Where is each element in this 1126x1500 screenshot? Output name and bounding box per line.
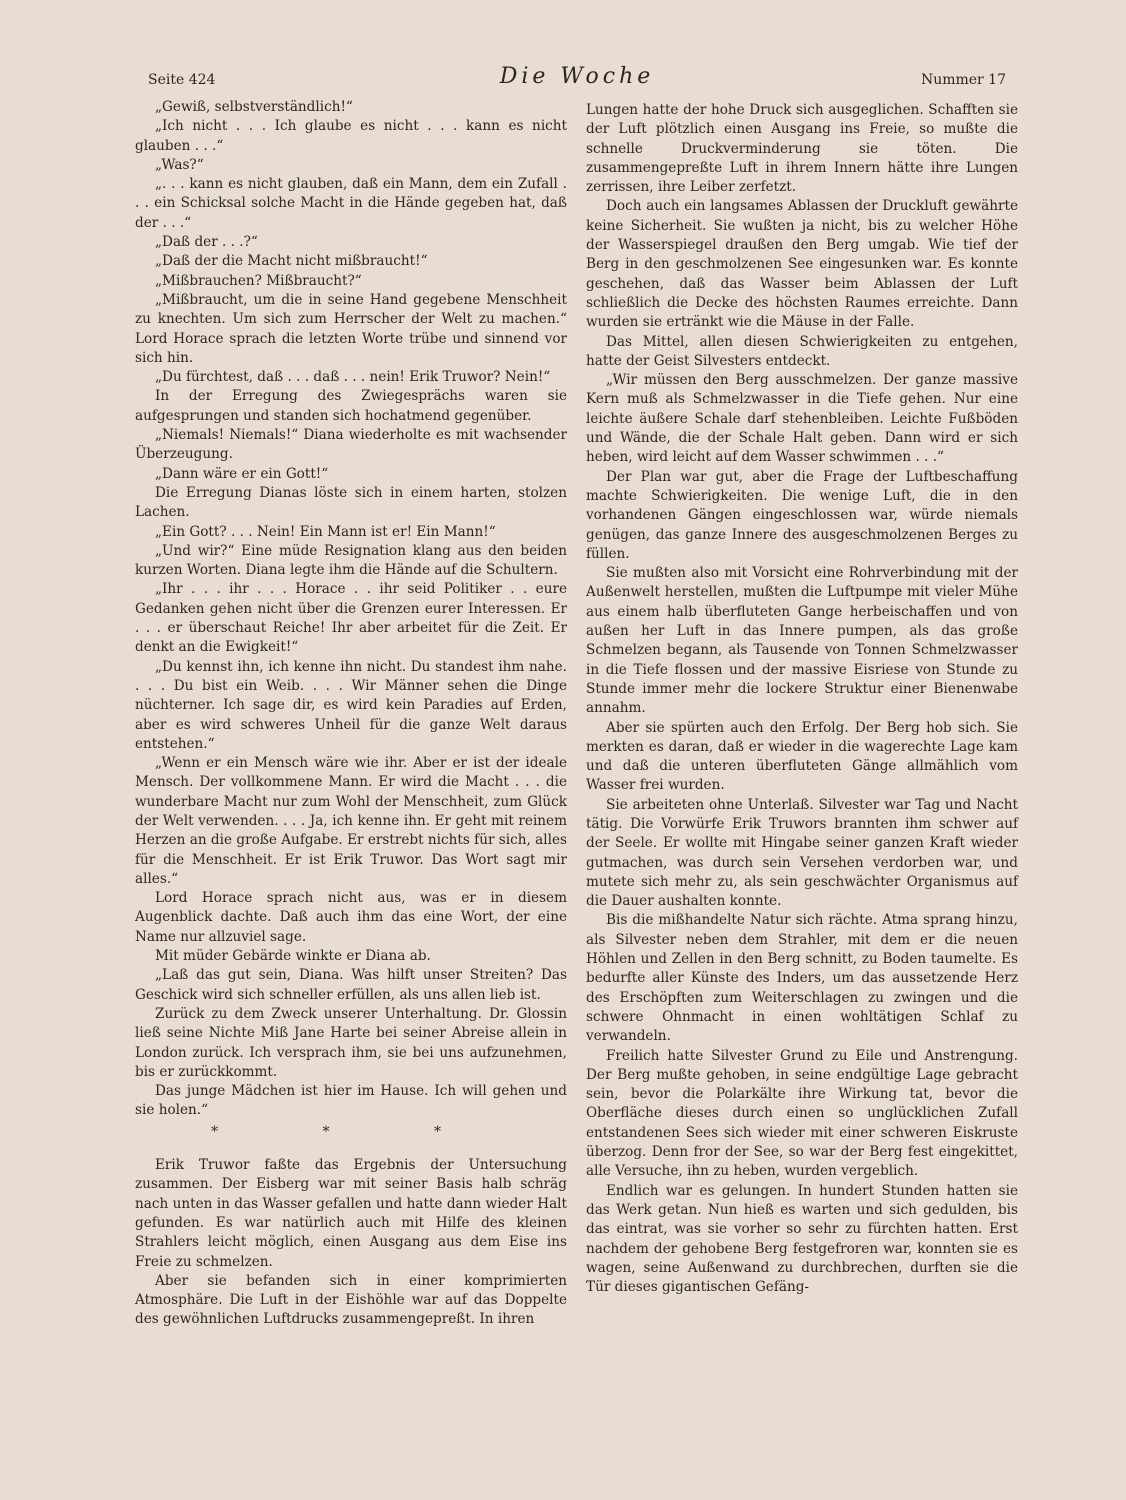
paragraph: „Daß der . . .?“: [155, 234, 258, 251]
right-column-paragraphs: [586, 101, 1018, 1297]
paragraph: „Mißbraucht, um die in seine Hand gegebene Menschheit zu knechten. Um sich zum Herrscher der Welt zu machen.“ Lord Horace sprach die letzten Worte trübe und sinnend vor sich hin.: [135, 291, 567, 366]
paragraph: Lord Horace sprach nicht aus, was er in diesem Augenblick dachte. Daß auch ihm das eine Wort, der eine Name nur allzuviel sage.: [135, 890, 567, 945]
paragraph: Sie mußten also mit Vorsicht eine Rohrverbindung mit der Außenwelt herstellen, mußten die Luftpumpe mit vieler Mühe aus einem halb überfluteten Gange herbeischaffen und von außen her Luft in das Innere pumpen, als das große Schmelzen begann, als Tausende von Tonnen Schmelzwasser in die Tiefe flossen und der massive Eisriese von Stunde zu Stunde immer mehr die lockere Struktur einer Bienenwabe annahm.: [586, 565, 1018, 717]
paragraph: „Du kennst ihn, ich kenne ihn nicht. Du standest ihm nahe. . . . Du bist ein Weib. . . . Wir Männer sehen die Dinge nüchterner. Ich sage dir, es wird kein Paradies auf Erden, aber es wird schweres Unheil für die ganze Welt daraus entstehen.“: [135, 658, 567, 752]
paragraph: „Gewiß, selbstverständlich!“: [155, 99, 353, 115]
page-number: Seite 424: [148, 72, 216, 88]
paragraph: „Ich nicht . . . Ich glaube es nicht . . . kann es nicht glauben . . .“: [135, 118, 567, 154]
right-column: [586, 101, 1018, 1297]
paragraph: Doch auch ein langsames Ablassen der Druckluft gewährte keine Sicherheit. Sie wußten ja nicht, bis zu welcher Höhe der Wasserspiegel draußen den Berg umgab. Wie tief der Berg in den geschmolzenen See eingesunken war. Es konnte geschehen, daß das Wasser beim Ablassen der Luft schließlich die Decke des höchsten Raumes erreichte. Dann wurden sie ertränkt wie die Mäuse in der Falle.: [586, 198, 1018, 331]
left-column: [135, 98, 567, 1330]
paragraph: „Ihr . . . ihr . . . Horace . . ihr seid Politiker . . eure Gedanken gehen nicht über die Grenzen eurer Interessen. Er . . . er überschaut Reiche! Ihr aber arbeitet für die Zeit. Er denkt an die Ewigkeit!“: [135, 581, 567, 656]
paragraph: Bis die mißhandelte Natur sich rächte. Atma sprang hinzu, als Silvester neben dem Strahler, mit dem er die neuen Höhlen und Zellen in den Berg schnitt, zu Boden taumelte. Es bedurfte aller Künste des Inders, um das aussetzende Herz des Erschöpften zum Weiterschlagen zu zwingen und die schwere Ohnmacht in einen wohltätigen Schlaf zu verwandeln.: [586, 912, 1018, 1045]
paragraph: „Wir müssen den Berg ausschmelzen. Der ganze massive Kern muß als Schmelzwasser in die Tiefe gehen. Nur eine leichte äußere Schale darf stehenbleiben. Leichte Fußböden und Wände, die der Schale Halt geben. Dann wird er sich heben, wird leicht auf dem Wasser schwimmen . . .“: [586, 372, 1018, 466]
paragraph: Lungen hatte der hohe Druck sich ausgeglichen. Schafften sie der Luft plötzlich einen Ausgang ins Freie, so mußte die schnelle Druckverminderung sie töten. Die zusammengepreßte Luft in ihrem Innern hätte ihre Lungen zerrissen, ihre Leiber zerfetzt.: [586, 102, 1018, 196]
paragraph: Freilich hatte Silvester Grund zu Eile und Anstrengung. Der Berg mußte gehoben, in seine endgültige Lage gebracht sein, bevor die Polarkälte ihre Wirkung tat, bevor die Oberfläche dieses durch einen so unglücklichen Zufall entstandenen Sees sich wieder mit einer schweren Eiskruste überzog. Denn fror der See, so war der Berg fest eingekittet, alle Versuche, ihn zu heben, wurden vergeblich.: [586, 1047, 1018, 1180]
paragraph: „Und wir?“ Eine müde Resignation klang aus den beiden kurzen Worten. Diana legte ihm die Hände auf die Schultern.: [135, 542, 567, 579]
paragraph: Aber sie befanden sich in einer komprimierten Atmosphäre. Die Luft in der Eishöhle war auf das Doppelte des gewöhnlichen Luftdrucks zusammengepreßt. In ihren: [135, 1272, 567, 1328]
paragraph: „Was?“: [155, 156, 204, 173]
page-header: [148, 66, 1006, 96]
left-column-paragraphs-after: [135, 1156, 567, 1330]
paragraph: Die Erregung Dianas löste sich in einem harten, stolzen Lachen.: [135, 484, 567, 521]
paragraph: „Dann wäre er ein Gott!“: [155, 465, 329, 482]
paragraph: Sie arbeiteten ohne Unterlaß. Silvester war Tag und Nacht tätig. Die Vorwürfe Erik Truwors brannten ihm schwer auf der Seele. Er wollte mit Hingabe seiner ganzen Kraft wieder gutmachen, was durch sein Versehen verdorben war, und mutete sich mehr zu, als sein geschwächter Organismus auf die Dauer aushalten konnte.: [586, 796, 1018, 910]
paragraph: „Ein Gott? . . . Nein! Ein Mann ist er! Ein Mann!“: [155, 523, 496, 540]
paragraph: „Laß das gut sein, Diana. Was hilft unser Streiten? Das Geschick wird sich schneller erfüllen, als uns allen lieb ist.: [135, 967, 567, 1003]
paragraph: Mit müder Gebärde winkte er Diana ab.: [155, 948, 431, 965]
paragraph: In der Erregung des Zwiegesprächs waren sie aufgesprungen und standen sich hochatmend gegenüber.: [135, 388, 567, 424]
paragraph: „Du fürchtest, daß . . . daß . . . nein! Erik Truwor? Nein!“: [155, 369, 551, 386]
paragraph: „Niemals! Niemals!“ Diana wiederholte es mit wachsender Überzeugung.: [135, 427, 567, 463]
paragraph: Zurück zu dem Zweck unserer Unterhaltung. Dr. Glossin ließ seine Nichte Miß Jane Harte bei seiner Abreise allein in London zurück. Ich versprach ihm, sie bei uns aufzunehmen, bis er zurückkommt.: [135, 1005, 567, 1080]
paragraph: „Mißbrauchen? Mißbraucht?“: [155, 272, 362, 289]
paragraph: Erik Truwor faßte das Ergebnis der Untersuchung zusammen. Der Eisberg war mit seiner Basis halb schräg nach unten in das Wasser gefallen und hatte dann wieder Halt gefunden. Es war natürlich auch mit Hilfe des kleinen Strahlers leicht möglich, einen Ausgang aus dem Eise ins Freie zu schmelzen.: [135, 1157, 567, 1270]
left-column-paragraphs: [135, 98, 567, 1121]
paragraph: Das junge Mädchen ist hier im Hause. Ich will gehen und sie holen.“: [135, 1083, 567, 1119]
paragraph: „Daß der die Macht nicht mißbraucht!“: [155, 253, 428, 270]
issue-number: Nummer 17: [920, 72, 1006, 88]
paragraph: Der Plan war gut, aber die Frage der Luftbeschaffung machte Schwierigkeiten. Die wenige Luft, die in den vorhandenen Gängen eingeschlossen war, würde niemals genügen, das ganze Innere des ausgeschmolzenen Berges zu füllen.: [586, 468, 1018, 562]
paragraph: „. . . kann es nicht glauben, daß ein Mann, dem ein Zufall . . . ein Schicksal solche Macht in die Hände gegeben hat, daß der . . .“: [135, 176, 567, 231]
section-separator: * * *: [211, 1123, 491, 1140]
paragraph: Aber sie spürten auch den Erfolg. Der Berg hob sich. Sie merkten es daran, daß er wieder in die wagerechte Lage kam und daß die unteren überfluteten Gänge allmählich vom Wasser frei wurden.: [586, 719, 1018, 794]
masthead-title: Die Woche: [499, 64, 655, 89]
paragraph: Endlich war es gelungen. In hundert Stunden hatten sie das Werk getan. Nun hieß es warten und sich gedulden, bis das eintrat, was sie vorher so sehr zu fürchten hatten. Erst nachdem der gehobene Berg festgefroren war, konnten sie es wagen, seine Außenwand zu durchbrechen, durften sie die Tür dieses gigantischen Gefäng-: [586, 1182, 1018, 1296]
paragraph: „Wenn er ein Mensch wäre wie ihr. Aber er ist der ideale Mensch. Der vollkommene Mann. Er wird die Macht . . . die wunderbare Macht nur zum Wohl der Menschheit, zum Glück der Welt verwenden. . . . Ja, ich kenne ihn. Er geht mit reinem Herzen an die große Aufgabe. Er erstrebt nichts für sich, alles für die Menschheit. Er ist Erik Truwor. Das Wort sagt mir alles.“: [135, 755, 567, 887]
paragraph: Das Mittel, allen diesen Schwierigkeiten zu entgehen, hatte der Geist Silvesters entdeckt.: [586, 333, 1018, 369]
